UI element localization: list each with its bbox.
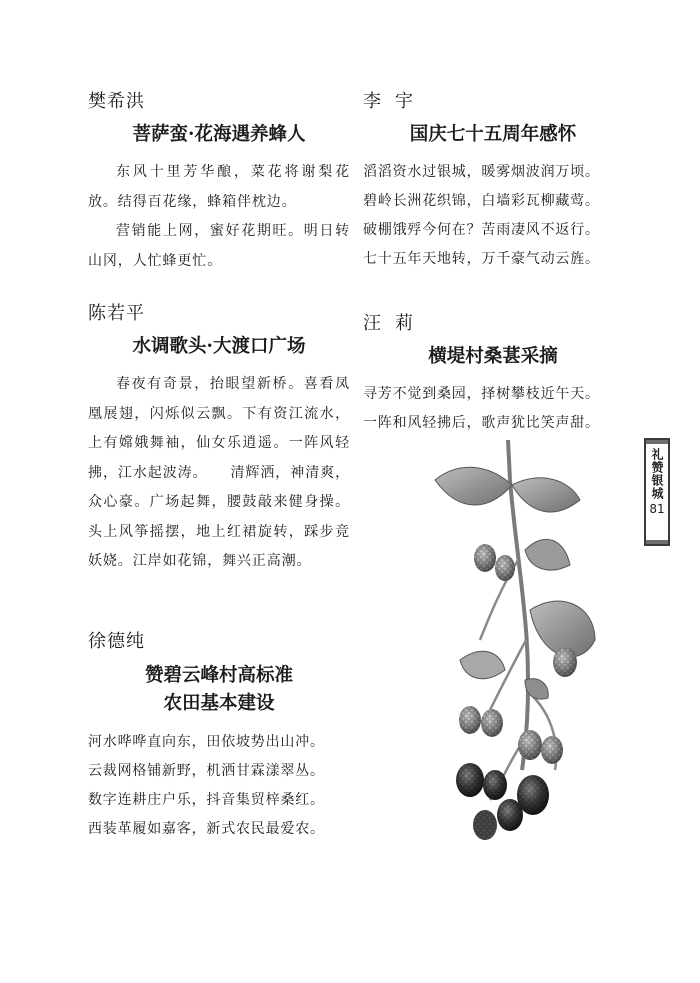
leaf	[435, 467, 512, 505]
poem-xu	[88, 630, 350, 844]
mulberry-cluster	[456, 544, 577, 840]
poem-title: 国庆七十五周年感怀	[409, 124, 577, 145]
section-label: 礼赞银城	[650, 448, 664, 500]
author-name: 樊希洪	[88, 91, 145, 112]
poem-line: 七十五年天地转，万千豪气动云旌。	[363, 251, 600, 267]
poem-title-line: 赞碧云峰村高标准	[144, 665, 293, 686]
tab-border	[646, 440, 668, 444]
poem-line: 滔滔资水过银城，暖雾烟波润万顷。	[363, 164, 600, 180]
poem-title: 水调歌头·大渡口广场	[132, 336, 306, 357]
author-name: 汪莉	[363, 313, 427, 334]
leaf	[525, 539, 570, 570]
poem-wang	[363, 312, 623, 438]
poem-chen	[88, 302, 350, 577]
leaf	[460, 651, 505, 678]
author-name: 李宇	[363, 91, 427, 112]
mulberry-branch-illustration	[430, 440, 630, 845]
poem-line: 数字连耕庄户乐，抖音集贸梓桑红。	[88, 792, 325, 808]
poem-title-line: 农田基本建设	[163, 693, 275, 714]
poem-line: 碧岭长洲花织锦，白墙彩瓦柳藏莺。	[363, 193, 600, 209]
poem-title: 横堤村桑葚采摘	[428, 346, 558, 367]
tab-border	[646, 540, 668, 544]
leaf	[512, 478, 580, 512]
poem-li	[363, 90, 623, 274]
poem-paragraph: 东风十里芳华酿，菜花将谢梨花放。结得百花缘，蜂箱伴枕边。	[88, 164, 350, 210]
author-name: 陈若平	[88, 303, 145, 324]
poem-line: 破棚饿殍今何在？苦雨凄风不返行。	[363, 222, 600, 238]
section-tab	[644, 438, 670, 546]
poem-line: 云裁网格铺新野，机洒甘霖漾翠丛。	[88, 763, 325, 779]
poem-line: 一阵和风轻拂后，歌声犹比笑声甜。	[363, 415, 600, 431]
author-name: 徐德纯	[88, 631, 145, 652]
poem-line: 西装革履如嘉客，新式农民最爱农。	[88, 821, 325, 837]
poem-line: 河水哗哗直向东，田依坡势出山冲。	[88, 734, 325, 750]
poem-paragraph: 春夜有奇景，抬眼望新桥。喜看凤凰展翅，闪烁似云飘。下有资江流水，上有嫦娥舞袖，仙女乐逍遥。一阵风轻拂，江水起波涛。 清辉洒，神清爽，众心豪。广场起舞，腰鼓敲来健身操。头上风筝摇摆，地上红裙旋转，踩步竞妖娆。江岸如花锦，舞兴正高潮。	[88, 376, 350, 569]
poem-fan	[88, 90, 350, 276]
poem-title: 菩萨蛮·花海遇养蜂人	[132, 124, 306, 145]
poem-line: 寻芳不觉到桑园，择树攀枝近午天。	[363, 386, 600, 402]
page-number: 81	[649, 502, 665, 516]
poem-title	[88, 662, 350, 718]
poem-paragraph: 营销能上网，蜜好花期旺。明日转山冈，人忙蜂更忙。	[88, 223, 350, 269]
